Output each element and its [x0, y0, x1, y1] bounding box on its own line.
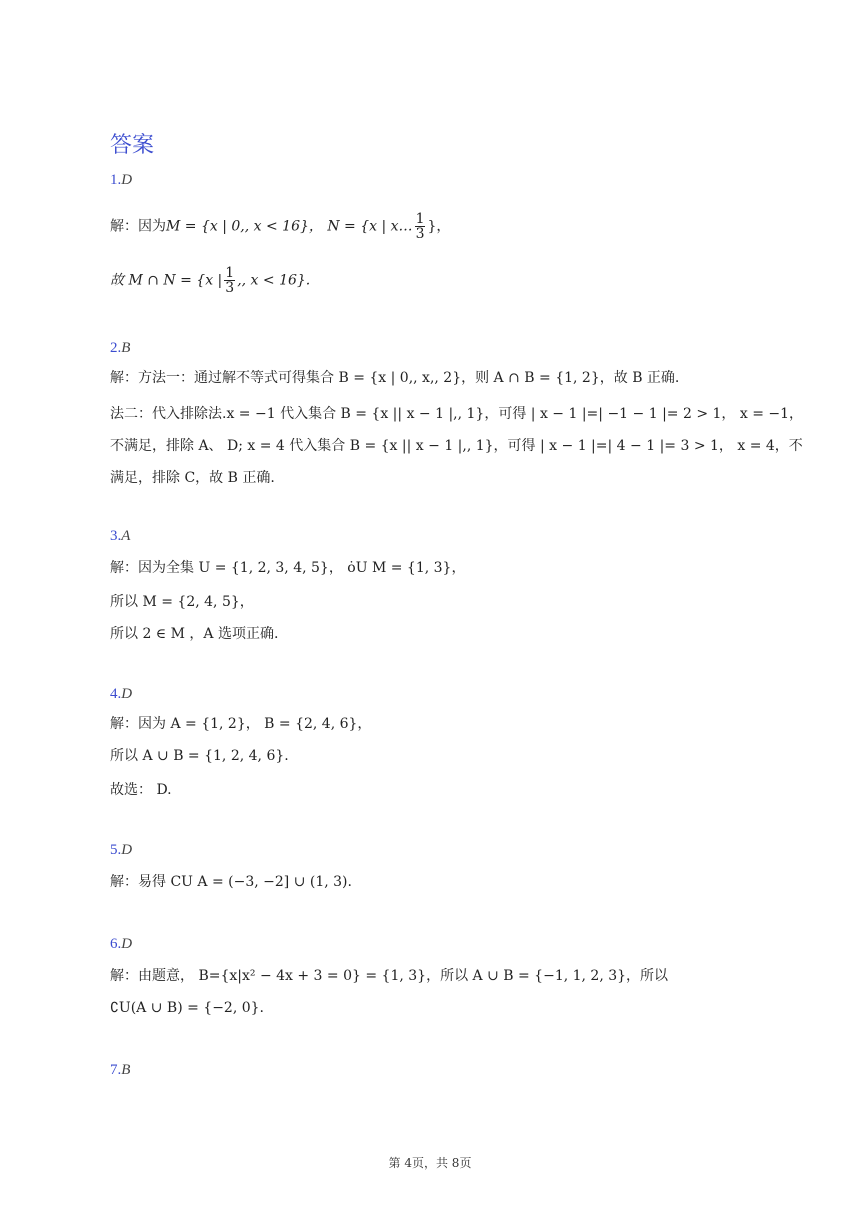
question-2-answer: B: [121, 340, 131, 356]
page-footer: 第 4页，共 8页: [388, 1156, 472, 1170]
q2-line-2: 法二：代入排除法.x = −1 代入集合 B = {x || x − 1 |,, 1}，可得 | x − 1 |=| −1 − 1 |= 2 > 1， x = −1，: [110, 406, 804, 422]
fraction: $\frac{1}{3}$: [415, 211, 425, 242]
question-4-answer: D: [121, 686, 133, 702]
question-3-number: 3.A: [110, 528, 131, 544]
question-2-number: 2.B: [110, 340, 131, 356]
question-7-number: 7.B: [110, 1062, 131, 1078]
section-title: 答案: [110, 133, 155, 158]
q4-line-3: 故选： D.: [110, 782, 172, 798]
q3-line-3: 所以 2 ∈ M ，A 选项正确.: [110, 626, 279, 642]
q4-line-2: 所以 A ∪ B = {1, 2, 4, 6}.: [110, 748, 289, 764]
q6-line-2: ∁U(A ∪ B) = {−2, 0}.: [110, 1000, 264, 1016]
q1-line-2: 故 M ∩ N = {x | $\frac{1}{3}$ ,, x < 16}.: [110, 265, 311, 296]
q2-line-1: 解：方法一：通过解不等式可得集合 B = {x | 0,, x,, 2}，则 A ∩ B = {1, 2}，故 B 正确.: [110, 370, 680, 386]
q1-line-1: 解：因为M = {x | 0,, x < 16}， N = {x | x… $\frac{1}{3}$ }，: [110, 211, 451, 242]
fraction: $\frac{1}{3}$: [225, 265, 235, 296]
question-1-number: 1.D: [110, 172, 133, 188]
question-4-number: 4.D: [110, 686, 133, 702]
q4-line-1: 解：因为 A = {1, 2}， B = {2, 4, 6}，: [110, 716, 372, 732]
question-5-number: 5.D: [110, 842, 133, 858]
question-6-number: 6.D: [110, 936, 133, 952]
q2-line-3: 不满足，排除 A、 D; x = 4 代入集合 B = {x || x − 1 |,, 1}，可得 | x − 1 |=| 4 − 1 |= 3 > 1， x = 4，不: [110, 438, 803, 454]
question-1-answer: D: [121, 172, 133, 188]
question-6-answer: D: [121, 936, 133, 952]
q3-line-2: 所以 M = {2, 4, 5}，: [110, 594, 254, 610]
question-5-answer: D: [121, 842, 133, 858]
q2-line-4: 满足，排除 C，故 B 正确.: [110, 470, 275, 486]
q6-line-1: 解：由题意， B={x|x² − 4x + 3 = 0} = {1, 3}，所以 A ∪ B = {−1, 1, 2, 3}，所以: [110, 968, 669, 984]
q3-line-1: 解：因为全集 U = {1, 2, 3, 4, 5}， ȯU M = {1, 3}，: [110, 560, 466, 576]
question-3-answer: A: [121, 528, 131, 544]
q5-line-1: 解：易得 CU A = (−3, −2] ∪ (1, 3).: [110, 874, 352, 890]
question-7-answer: B: [121, 1062, 131, 1078]
